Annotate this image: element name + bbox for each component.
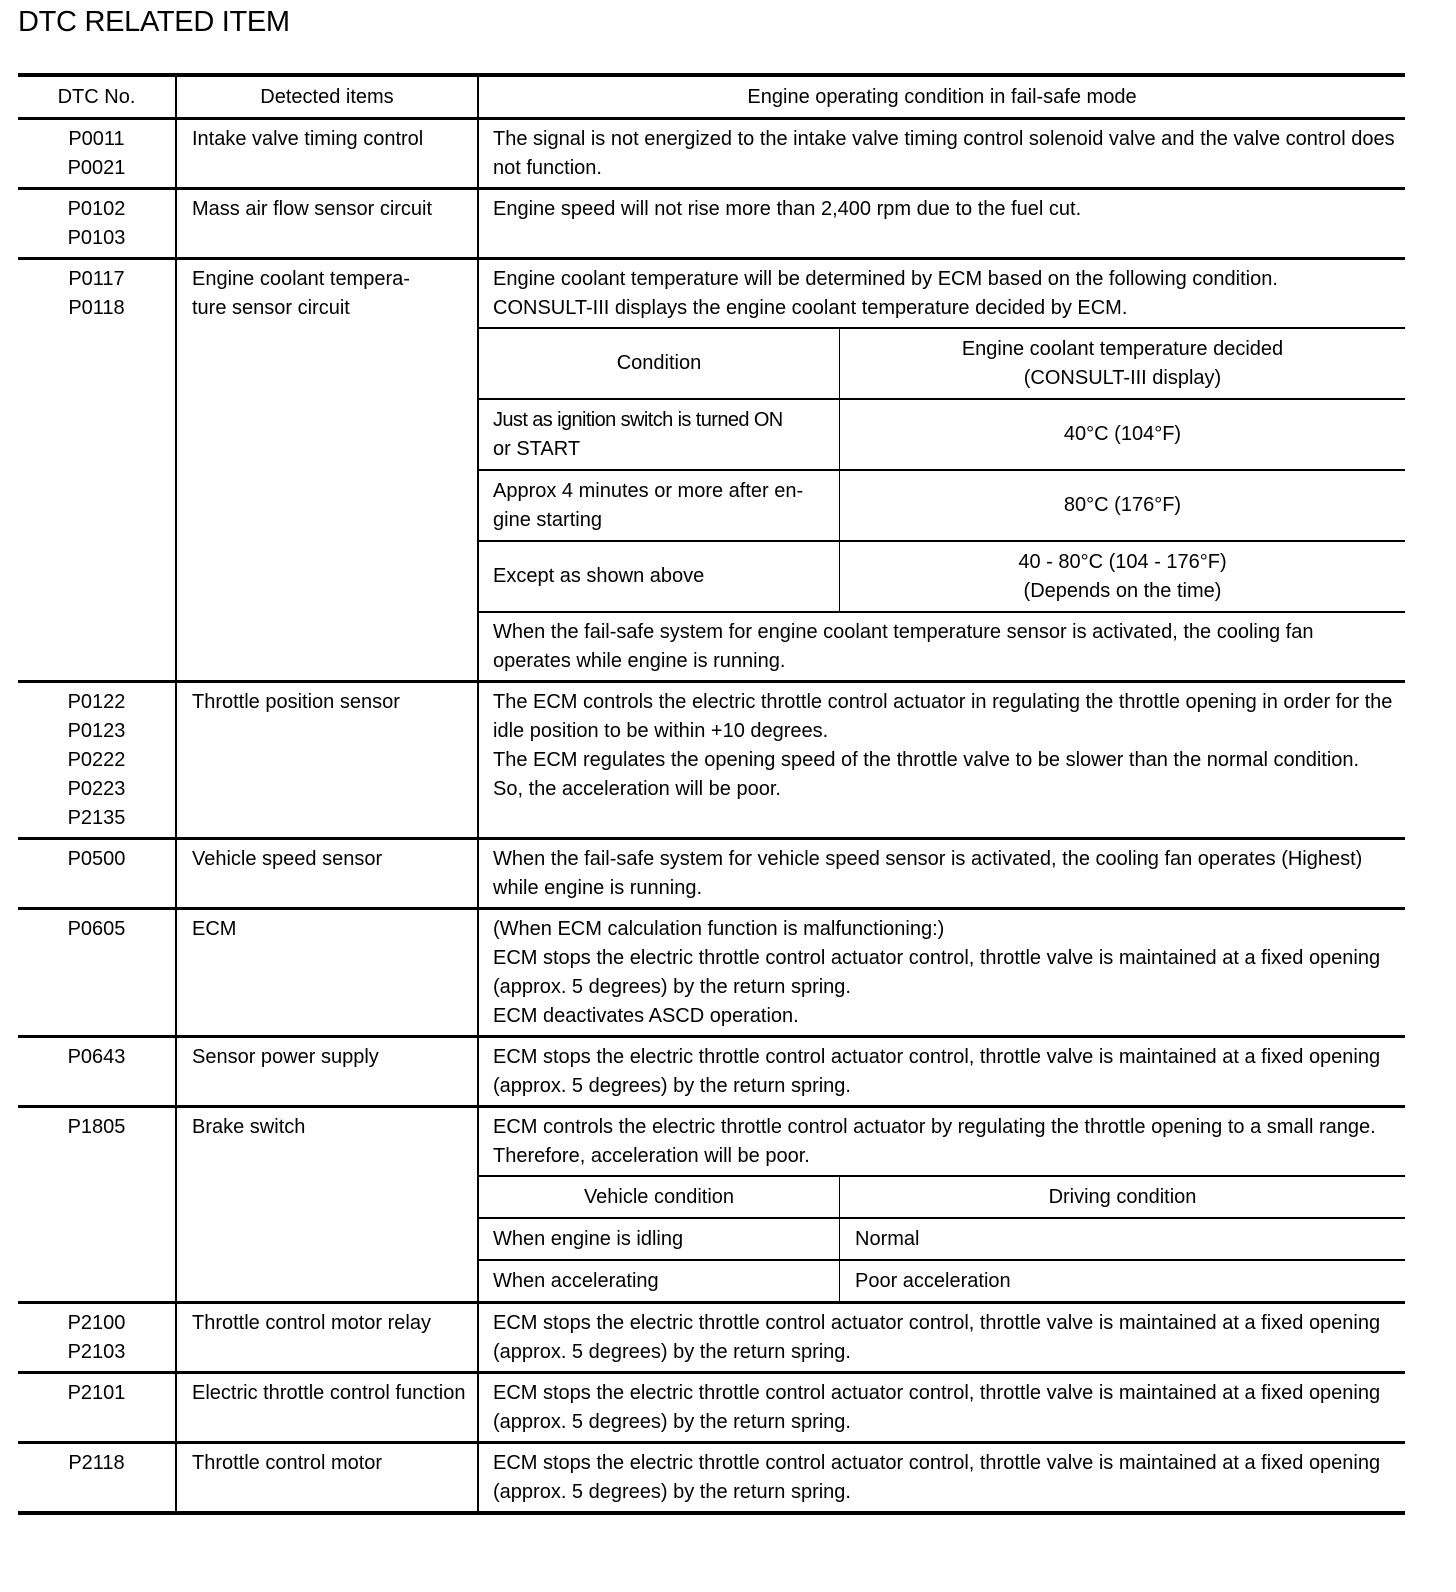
table-row <box>18 259 1405 682</box>
fail-safe-text: The ECM regulates the opening speed of the throttle valve to be slower than the normal condition. <box>493 749 1360 771</box>
table-row <box>18 1303 1405 1373</box>
subtable-header-row <box>479 1176 1405 1218</box>
fail-safe-text: ECM deactivates ASCD operation. <box>493 1005 799 1027</box>
header-line: (CONSULT-III display) <box>1023 366 1222 389</box>
fail-safe-text: Engine coolant temperature will be determined by ECM based on the following condition. <box>493 268 1278 290</box>
subtable-header-driving-condition: Driving condition <box>1048 1185 1197 1208</box>
header-line: Engine coolant temperature decided <box>961 337 1284 360</box>
fail-safe-text: CONSULT-III displays the engine coolant temperature decided by ECM. <box>493 297 1128 319</box>
dtc-code: P1805 <box>67 1116 126 1138</box>
dtc-code: P2101 <box>67 1382 126 1404</box>
detected-item-cell <box>176 259 478 682</box>
page-title: DTC RELATED ITEM <box>18 6 290 38</box>
detected-item-cell: Throttle control motor relay <box>176 1303 478 1373</box>
subtable-condition-cell: When engine is idling <box>479 1218 840 1260</box>
brake-switch-subtable <box>479 1175 1405 1301</box>
subtable-value-cell: Poor acceleration <box>855 1269 1011 1292</box>
subtable-condition-cell <box>479 399 840 470</box>
condition-line: Just as ignition switch is turned ON <box>493 408 783 431</box>
dtc-code: P0500 <box>67 848 126 870</box>
table-row <box>18 1037 1405 1107</box>
dtc-code: P0605 <box>67 918 126 940</box>
fail-safe-footer-text: When the fail-safe system for engine coolant temperature sensor is activated, the cooling fan operates while engine is running. <box>493 621 1314 672</box>
detected-item-cell: Vehicle speed sensor <box>176 839 478 909</box>
dtc-code: P2103 <box>67 1341 126 1363</box>
subtable-row <box>479 1260 1405 1301</box>
fail-safe-cell <box>478 909 1405 1037</box>
table-row <box>18 1443 1405 1514</box>
subtable-condition-cell <box>479 470 840 541</box>
dtc-code: P0643 <box>67 1046 126 1068</box>
detected-item-line: Engine coolant tempera- <box>192 268 410 290</box>
subtable-header-condition: Condition <box>479 328 840 399</box>
dtc-codes-cell <box>18 682 176 839</box>
dtc-code: P0102 <box>67 198 126 220</box>
subtable-value-cell: 40°C (104°F) <box>1063 423 1182 445</box>
dtc-code: P2118 <box>68 1452 125 1474</box>
detected-item-cell: Intake valve timing control <box>176 119 478 189</box>
fail-safe-text: ECM stops the electric throttle control actuator control, throttle valve is maintained at a fixed opening (approx. 5 degrees) by the return spring. <box>493 1312 1381 1363</box>
fail-safe-text: ECM stops the electric throttle control actuator control, throttle valve is maintained at a fixed opening (approx. 5 degrees) by the return spring. <box>493 1382 1381 1433</box>
dtc-codes-cell <box>18 909 176 1037</box>
detected-item-cell: Throttle position sensor <box>176 682 478 839</box>
subtable-row <box>479 541 1405 612</box>
table-header-row <box>18 75 1405 119</box>
condition-line: Approx 4 minutes or more after en- <box>493 479 804 502</box>
subtable-value-cell: Normal <box>855 1227 920 1250</box>
fail-safe-text: ECM stops the electric throttle control actuator control, throttle valve is maintained at a fixed opening (approx. 5 degrees) by the return spring. <box>493 1452 1381 1503</box>
dtc-code: P0011 <box>68 128 125 150</box>
subtable-value-cell: 80°C (176°F) <box>1063 494 1182 516</box>
dtc-code: P0222 <box>67 749 126 771</box>
condition-line: gine starting <box>493 508 602 531</box>
fail-safe-text: When the fail-safe system for vehicle speed sensor is activated, the cooling fan operates (Highest) while engine is running. <box>493 848 1363 899</box>
dtc-codes-cell <box>18 839 176 909</box>
table-row <box>18 839 1405 909</box>
fail-safe-cell <box>478 1303 1405 1373</box>
fail-safe-cell <box>478 119 1405 189</box>
dtc-code: P2100 <box>67 1312 126 1334</box>
fail-safe-text: The ECM controls the electric throttle control actuator in regulating the throttle opening in order for the idle position to be within +10 degrees. <box>493 691 1393 742</box>
detected-item-line: ture sensor circuit <box>192 297 350 319</box>
fail-safe-cell <box>478 1037 1405 1107</box>
subtable-row <box>479 470 1405 541</box>
fail-safe-cell <box>478 259 1405 682</box>
dtc-codes-cell <box>18 1107 176 1303</box>
fail-safe-cell <box>478 1107 1405 1303</box>
dtc-codes-cell <box>18 189 176 259</box>
value-line: (Depends on the time) <box>1023 579 1222 602</box>
fail-safe-text: Therefore, acceleration will be poor. <box>493 1145 810 1167</box>
dtc-code: P0122 <box>67 691 126 713</box>
dtc-codes-cell <box>18 1373 176 1443</box>
dtc-code: P0103 <box>67 227 126 249</box>
fail-safe-cell <box>478 189 1405 259</box>
dtc-codes-cell <box>18 1443 176 1514</box>
table-row <box>18 189 1405 259</box>
subtable-header-temperature <box>840 328 1406 399</box>
detected-item-cell: Electric throttle control function <box>176 1373 478 1443</box>
dtc-table <box>18 73 1405 1515</box>
dtc-code: P0118 <box>68 297 125 319</box>
fail-safe-cell <box>478 682 1405 839</box>
header-fail-safe-condition: Engine operating condition in fail-safe mode <box>478 75 1405 119</box>
table-row <box>18 909 1405 1037</box>
header-detected-items: Detected items <box>176 75 478 119</box>
value-line: 40 - 80°C (104 - 176°F) <box>1018 550 1227 573</box>
fail-safe-text: So, the acceleration will be poor. <box>493 778 781 800</box>
subtable-header-row <box>479 328 1405 399</box>
subtable-condition-cell: Except as shown above <box>479 541 840 612</box>
fail-safe-text: (When ECM calculation function is malfunctioning:) <box>493 918 945 940</box>
coolant-temp-subtable <box>479 327 1405 613</box>
dtc-codes-cell <box>18 1037 176 1107</box>
detected-item-cell: ECM <box>176 909 478 1037</box>
condition-line: or START <box>493 437 581 460</box>
dtc-code: P2135 <box>67 807 126 829</box>
subtable-condition-cell: When accelerating <box>479 1260 840 1301</box>
subtable-row <box>479 1218 1405 1260</box>
dtc-codes-cell <box>18 119 176 189</box>
fail-safe-text: ECM controls the electric throttle control actuator by regulating the throttle opening to a small range. <box>493 1116 1376 1138</box>
table-row <box>18 1107 1405 1303</box>
dtc-codes-cell <box>18 259 176 682</box>
fail-safe-cell <box>478 839 1405 909</box>
table-row <box>18 119 1405 189</box>
subtable-header-vehicle-condition: Vehicle condition <box>479 1176 840 1218</box>
dtc-codes-cell <box>18 1303 176 1373</box>
dtc-code: P0123 <box>67 720 126 742</box>
table-row <box>18 682 1405 839</box>
dtc-code: P0223 <box>67 778 126 800</box>
fail-safe-text: ECM stops the electric throttle control actuator control, throttle valve is maintained at a fixed opening (approx. 5 degrees) by the return spring. <box>493 947 1381 998</box>
dtc-code: P0021 <box>67 157 126 179</box>
fail-safe-cell <box>478 1443 1405 1514</box>
detected-item-cell: Sensor power supply <box>176 1037 478 1107</box>
detected-item-cell: Throttle control motor <box>176 1443 478 1514</box>
fail-safe-text: Engine speed will not rise more than 2,400 rpm due to the fuel cut. <box>493 198 1082 220</box>
dtc-code: P0117 <box>68 268 125 290</box>
header-dtc-no: DTC No. <box>18 75 176 119</box>
subtable-row <box>479 399 1405 470</box>
fail-safe-cell <box>478 1373 1405 1443</box>
detected-item-cell: Brake switch <box>176 1107 478 1303</box>
fail-safe-text: The signal is not energized to the intake valve timing control solenoid valve and the valve control does not function. <box>493 128 1395 179</box>
fail-safe-text: ECM stops the electric throttle control actuator control, throttle valve is maintained at a fixed opening (approx. 5 degrees) by the return spring. <box>493 1046 1381 1097</box>
detected-item-cell: Mass air flow sensor circuit <box>176 189 478 259</box>
table-row <box>18 1373 1405 1443</box>
subtable-value-cell <box>840 541 1406 612</box>
